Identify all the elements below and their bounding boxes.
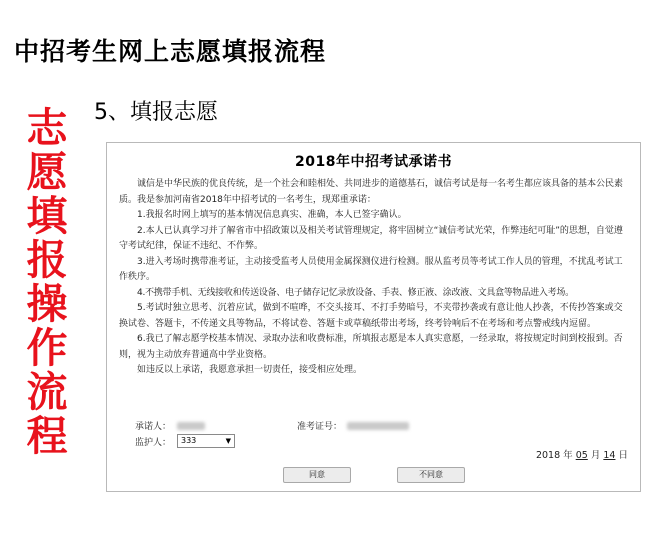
side-title-char: 志 bbox=[26, 104, 68, 152]
date-day-suffix: 日 bbox=[618, 450, 628, 461]
pledge-date bbox=[536, 447, 628, 461]
admission-number-redacted bbox=[347, 422, 409, 430]
step-title: 5、填报志愿 bbox=[94, 100, 218, 125]
pledge-paragraph: 诚信是中华民族的优良传统，是一个社会和睦相处、共同进步的道德基石，诚信考试是每一名考生都应该具备的基本公民素质。我是参加河南省2018年中招考试的一名考生，现郑重承诺： bbox=[119, 179, 624, 205]
pledge-panel bbox=[106, 142, 641, 492]
pledge-paragraph: 2.本人已认真学习并了解省市中招政策以及相关考试管理规定，将牢固树立“诚信考试光荣，作弊违纪可耻”的思想，自觉遵守考试纪律，保证不违纪、不作弊。 bbox=[119, 225, 623, 251]
side-title-char: 报 bbox=[26, 236, 68, 284]
side-title-char: 程 bbox=[26, 412, 68, 460]
date-month: 05 bbox=[575, 450, 588, 461]
side-title bbox=[18, 106, 76, 458]
pledge-text bbox=[119, 177, 628, 379]
date-day: 14 bbox=[603, 450, 616, 461]
side-title-char: 作 bbox=[26, 324, 68, 372]
side-title-char: 填 bbox=[26, 192, 68, 240]
disagree-button[interactable]: 不同意 bbox=[397, 467, 465, 483]
pledge-paragraph: 6.我已了解志愿学校基本情况、录取办法和收费标准，所填报志愿是本人真实意愿，一经录取，将按规定时间到校报到。否则，视为主动放弃普通高中学业资格。 bbox=[119, 334, 623, 360]
guardian-select-value: 333 bbox=[181, 436, 197, 445]
pledge-paragraph: 1.我报名时网上填写的基本情况信息真实、准确，本人已签字确认。 bbox=[137, 210, 407, 220]
admission-number-label: 准考证号： bbox=[297, 422, 343, 432]
pledge-paragraph: 4.不携带手机、无线接收和传送设备、电子储存记忆录放设备、手表、修正液、涂改液、文具盒等物品进入考场。 bbox=[137, 287, 574, 298]
side-title-char: 流 bbox=[26, 368, 68, 416]
pledger-label: 承诺人： bbox=[135, 422, 172, 432]
agree-button[interactable]: 同意 bbox=[283, 467, 351, 483]
pledge-paragraph: 3.进入考场时携带准考证，主动接受监考人员使用金属探测仪进行检测。服从监考员等考试工作人员的管理，不扰乱考试工作秩序。 bbox=[119, 256, 623, 282]
side-title-char: 操 bbox=[26, 280, 68, 328]
chevron-down-icon: ▼ bbox=[225, 437, 231, 445]
pledge-paragraph: 5.考试时独立思考、沉着应试，做到不喧哗，不交头接耳、不打手势暗号，不夹带抄袭或有意让他人抄袭，不传抄答案或交换试卷、答题卡，不传递文具等物品，不将试卷、答题卡或草稿纸带出考场，终考铃响后不在考场和考点警戒线内逗留。 bbox=[119, 303, 623, 329]
guardian-label: 监护人： bbox=[135, 438, 172, 448]
date-year: 2018 年 bbox=[535, 450, 573, 461]
guardian-select[interactable] bbox=[177, 434, 235, 448]
pledge-paragraph: 如违反以上承诺，我愿意承担一切责任，接受相应处理。 bbox=[137, 365, 363, 375]
pledger-name-redacted bbox=[177, 422, 205, 430]
pledge-title: 2018年中招考试承诺书 bbox=[295, 154, 452, 170]
side-title-char: 愿 bbox=[26, 148, 68, 196]
page-title: 中招考生网上志愿填报流程 bbox=[14, 37, 327, 66]
date-month-suffix: 月 bbox=[590, 450, 601, 461]
